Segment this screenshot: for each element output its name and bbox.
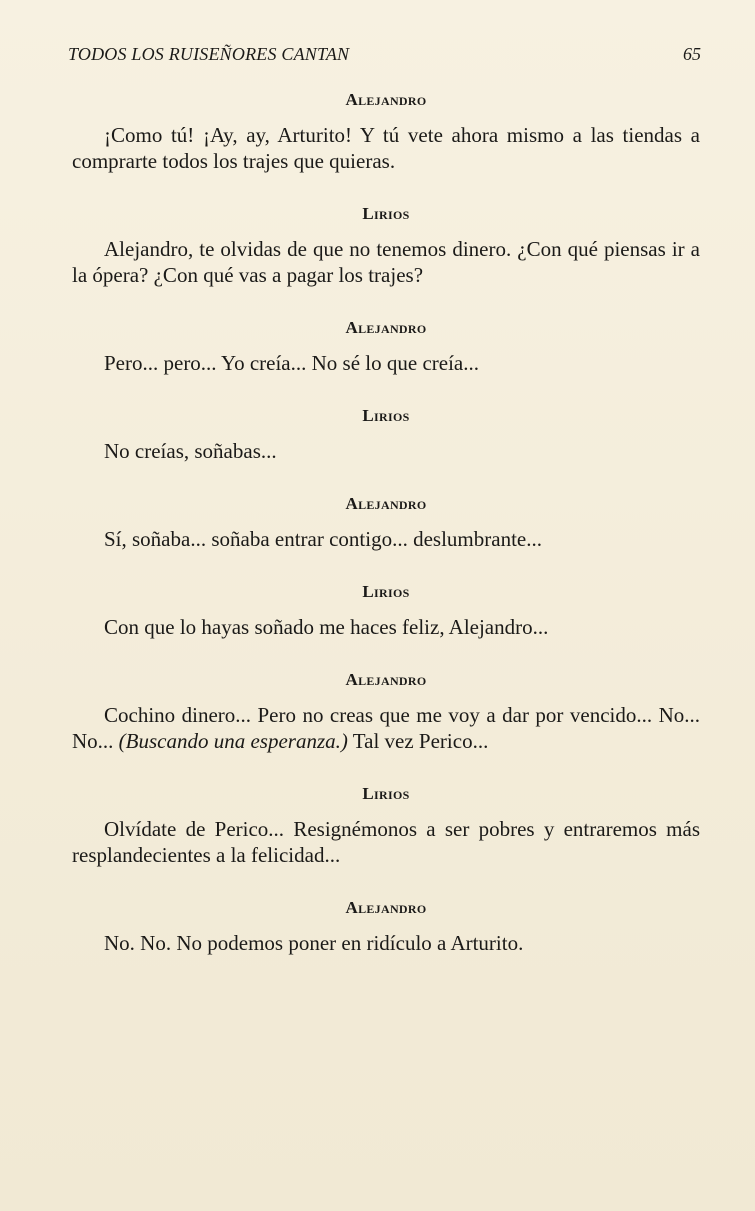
speech-text: No creías, soñabas... <box>104 439 277 463</box>
speech-text: Olvídate de Perico... Resignémonos a ser pobres y entraremos más resplandecientes a la felicidad... <box>72 817 700 867</box>
speaker-name: Alejandro <box>345 90 427 109</box>
speech-text-after: Tal vez Perico... <box>347 729 489 753</box>
speech-text: No. No. No podemos poner en ridículo a Arturito. <box>104 931 524 955</box>
speech-text: Sí, soñaba... soñaba entrar contigo... deslumbrante... <box>104 527 542 551</box>
speech-text: ¡Como tú! ¡Ay, ay, Arturito! Y tú vete ahora mismo a las tiendas a comprarte todos los trajes que quieras. <box>72 123 700 173</box>
speaker-name: Lirios <box>362 204 410 223</box>
speaker-name: Lirios <box>362 784 410 803</box>
speaker-name: Alejandro <box>345 494 427 513</box>
page-number: 65 <box>683 44 701 64</box>
speaker-name: Alejandro <box>345 318 427 337</box>
speaker-name: Alejandro <box>345 898 427 917</box>
speech-text-before: Cochino dinero... Pero no creas que me voy a dar por vencido... No... No... <box>72 703 700 753</box>
speech-text: Con que lo hayas soñado me haces feliz, Alejandro... <box>104 615 549 639</box>
speech-text: Pero... pero... Yo creía... No sé lo que creía... <box>104 351 479 375</box>
play-dialogue <box>72 88 700 956</box>
speaker-name: Lirios <box>362 582 410 601</box>
speech-text <box>72 702 700 754</box>
page-header <box>68 44 701 70</box>
stage-direction: (Buscando una esperanza.) <box>118 729 348 753</box>
speaker-name: Alejandro <box>345 670 427 689</box>
running-title: TODOS LOS RUISEÑORES CANTAN <box>68 44 350 64</box>
speaker-name: Lirios <box>362 406 410 425</box>
speech-text: Alejandro, te olvidas de que no tenemos dinero. ¿Con qué piensas ir a la ópera? ¿Con qué vas a pagar los trajes? <box>72 237 700 287</box>
